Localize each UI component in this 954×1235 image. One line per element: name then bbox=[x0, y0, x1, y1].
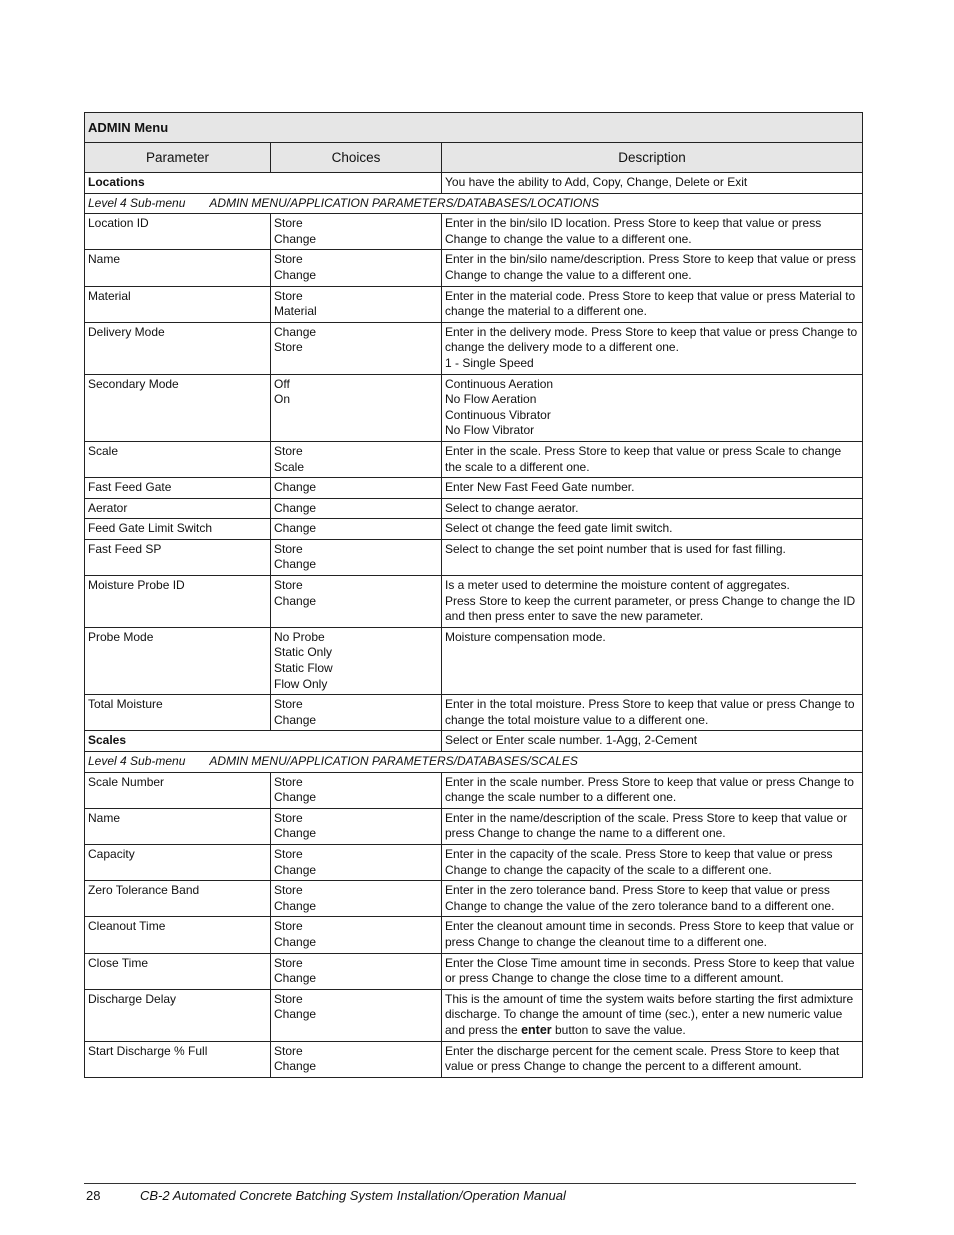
enter-key-text: enter bbox=[521, 1022, 552, 1037]
section-description: You have the ability to Add, Copy, Change, Delete or Exit bbox=[442, 173, 863, 194]
choices-cell: Store Scale bbox=[271, 441, 442, 477]
submenu-cell bbox=[85, 752, 863, 773]
table-header-row bbox=[85, 143, 863, 173]
table-row bbox=[85, 478, 863, 499]
choices-cell: Change Store bbox=[271, 322, 442, 374]
parameter-cell: Fast Feed Gate bbox=[85, 478, 271, 499]
choices-cell: Store Change bbox=[271, 808, 442, 844]
description-cell: Continuous Aeration No Flow Aeration Continuous Vibrator No Flow Vibrator bbox=[442, 374, 863, 441]
parameter-cell: Location ID bbox=[85, 214, 271, 250]
section-description: Select or Enter scale number. 1-Agg, 2-Cement bbox=[442, 731, 863, 752]
choices-cell: Change bbox=[271, 519, 442, 540]
table-row bbox=[85, 214, 863, 250]
table-row bbox=[85, 576, 863, 628]
parameter-cell: Delivery Mode bbox=[85, 322, 271, 374]
description-cell: Enter in the name/description of the scale. Press Store to keep that value or press Change to change the name to a different one. bbox=[442, 808, 863, 844]
parameter-cell: Secondary Mode bbox=[85, 374, 271, 441]
description-cell: Enter in the capacity of the scale. Press Store to keep that value or press Change to change the capacity of the scale to a different one. bbox=[442, 844, 863, 880]
parameter-cell: Moisture Probe ID bbox=[85, 576, 271, 628]
parameter-cell: Material bbox=[85, 286, 271, 322]
submenu-row-scales bbox=[85, 752, 863, 773]
description-cell: Enter the discharge percent for the cement scale. Press Store to keep that value or press Change to change the percent to a different amount. bbox=[442, 1041, 863, 1077]
description-cell: Moisture compensation mode. bbox=[442, 627, 863, 694]
choices-cell: Store Change bbox=[271, 881, 442, 917]
parameter-cell: Discharge Delay bbox=[85, 989, 271, 1041]
choices-cell: Store Change bbox=[271, 250, 442, 286]
table-row bbox=[85, 498, 863, 519]
section-name: Locations bbox=[85, 173, 442, 194]
choices-cell: Change bbox=[271, 498, 442, 519]
parameter-cell: Scale Number bbox=[85, 772, 271, 808]
table-row bbox=[85, 286, 863, 322]
table-row bbox=[85, 695, 863, 731]
parameter-cell: Scale bbox=[85, 441, 271, 477]
section-name: Scales bbox=[85, 731, 442, 752]
choices-cell: Store Change bbox=[271, 989, 442, 1041]
choices-cell: Store Change bbox=[271, 917, 442, 953]
parameter-cell: Name bbox=[85, 808, 271, 844]
submenu-label: Level 4 Sub-menu bbox=[88, 195, 186, 210]
table-row bbox=[85, 1041, 863, 1077]
description-cell: Enter in the zero tolerance band. Press Store to keep that value or press Change to change the value of the zero tolerance band to a different one. bbox=[442, 881, 863, 917]
table-row bbox=[85, 989, 863, 1041]
table-row bbox=[85, 374, 863, 441]
header-choices: Choices bbox=[271, 143, 442, 173]
choices-cell: Store Material bbox=[271, 286, 442, 322]
description-cell: Enter in the scale number. Press Store to keep that value or press Change to change the scale number to a different one. bbox=[442, 772, 863, 808]
description-cell: Enter in the material code. Press Store to keep that value or press Material to change the material to a different one. bbox=[442, 286, 863, 322]
description-cell: Enter in the scale. Press Store to keep that value or press Scale to change the scale to a different one. bbox=[442, 441, 863, 477]
choices-cell: Change bbox=[271, 478, 442, 499]
description-cell: Enter the cleanout amount time in seconds. Press Store to keep that value or press Change to change the cleanout time to a different one. bbox=[442, 917, 863, 953]
parameter-cell: Cleanout Time bbox=[85, 917, 271, 953]
table-row bbox=[85, 881, 863, 917]
description-cell: Select to change the set point number that is used for fast filling. bbox=[442, 539, 863, 575]
submenu-label: Level 4 Sub-menu bbox=[88, 754, 186, 768]
parameter-cell: Close Time bbox=[85, 953, 271, 989]
description-cell: Enter in the total moisture. Press Store to keep that value or press Change to change the total moisture value to a different one. bbox=[442, 695, 863, 731]
table-row bbox=[85, 322, 863, 374]
parameter-cell: Probe Mode bbox=[85, 627, 271, 694]
choices-cell: Store Change bbox=[271, 576, 442, 628]
choices-cell: Store Change bbox=[271, 772, 442, 808]
choices-cell: Store Change bbox=[271, 214, 442, 250]
choices-cell: No Probe Static Only Static Flow Flow Only bbox=[271, 627, 442, 694]
parameter-cell: Zero Tolerance Band bbox=[85, 881, 271, 917]
parameter-cell: Capacity bbox=[85, 844, 271, 880]
description-cell: Enter in the bin/silo ID location. Press Store to keep that value or press Change to change the value to a different one. bbox=[442, 214, 863, 250]
section-row-scales bbox=[85, 731, 863, 752]
submenu-row-locations bbox=[85, 193, 863, 214]
choices-cell: Off On bbox=[271, 374, 442, 441]
table-row bbox=[85, 844, 863, 880]
section-row-locations bbox=[85, 173, 863, 194]
choices-cell: Store Change bbox=[271, 695, 442, 731]
table-title-row bbox=[85, 113, 863, 143]
submenu-cell bbox=[85, 193, 863, 214]
description-cell: Select ot change the feed gate limit switch. bbox=[442, 519, 863, 540]
parameter-cell: Aerator bbox=[85, 498, 271, 519]
table-row bbox=[85, 772, 863, 808]
parameter-cell: Feed Gate Limit Switch bbox=[85, 519, 271, 540]
table-title: ADMIN Menu bbox=[85, 113, 863, 143]
header-description: Description bbox=[442, 143, 863, 173]
table-row bbox=[85, 539, 863, 575]
parameter-cell: Fast Feed SP bbox=[85, 539, 271, 575]
choices-cell: Store Change bbox=[271, 844, 442, 880]
description-cell: Enter New Fast Feed Gate number. bbox=[442, 478, 863, 499]
table-row bbox=[85, 627, 863, 694]
table-row bbox=[85, 519, 863, 540]
choices-cell: Store Change bbox=[271, 953, 442, 989]
submenu-path: ADMIN MENU/APPLICATION PARAMETERS/DATABASES/SCALES bbox=[209, 754, 578, 768]
description-cell: Enter in the delivery mode. Press Store to keep that value or press Change to change the delivery mode to a different one. 1 - Single Speed bbox=[442, 322, 863, 374]
parameter-cell: Name bbox=[85, 250, 271, 286]
header-parameter: Parameter bbox=[85, 143, 271, 173]
description-cell bbox=[442, 989, 863, 1041]
page-number: 28 bbox=[86, 1188, 101, 1203]
table-row bbox=[85, 441, 863, 477]
table-row bbox=[85, 917, 863, 953]
table-row bbox=[85, 953, 863, 989]
description-text: This is the amount of time the system waits before starting the first admixture discharge. To change the amount of time (sec.), enter a new numeric value and press the bbox=[445, 991, 854, 1037]
manual-title: CB-2 Automated Concrete Batching System Installation/Operation Manual bbox=[140, 1188, 566, 1203]
footer-divider bbox=[84, 1183, 856, 1184]
choices-cell: Store Change bbox=[271, 539, 442, 575]
submenu-path: ADMIN MENU/APPLICATION PARAMETERS/DATABASES/LOCATIONS bbox=[209, 195, 600, 210]
admin-menu-table bbox=[84, 112, 863, 1078]
parameter-cell: Start Discharge % Full bbox=[85, 1041, 271, 1077]
description-cell: Enter in the bin/silo name/description. Press Store to keep that value or press Change to change the value to a different one. bbox=[442, 250, 863, 286]
table-row bbox=[85, 250, 863, 286]
description-cell: Is a meter used to determine the moisture content of aggregates. Press Store to keep the current parameter, or press Change to change the ID and then press enter to save the new parameter. bbox=[442, 576, 863, 628]
table-row bbox=[85, 808, 863, 844]
choices-cell: Store Change bbox=[271, 1041, 442, 1077]
description-cell: Enter the Close Time amount time in seconds. Press Store to keep that value or press Change to change the close time to a different amount. bbox=[442, 953, 863, 989]
description-text: button to save the value. bbox=[551, 1022, 686, 1037]
description-cell: Select to change aerator. bbox=[442, 498, 863, 519]
parameter-cell: Total Moisture bbox=[85, 695, 271, 731]
